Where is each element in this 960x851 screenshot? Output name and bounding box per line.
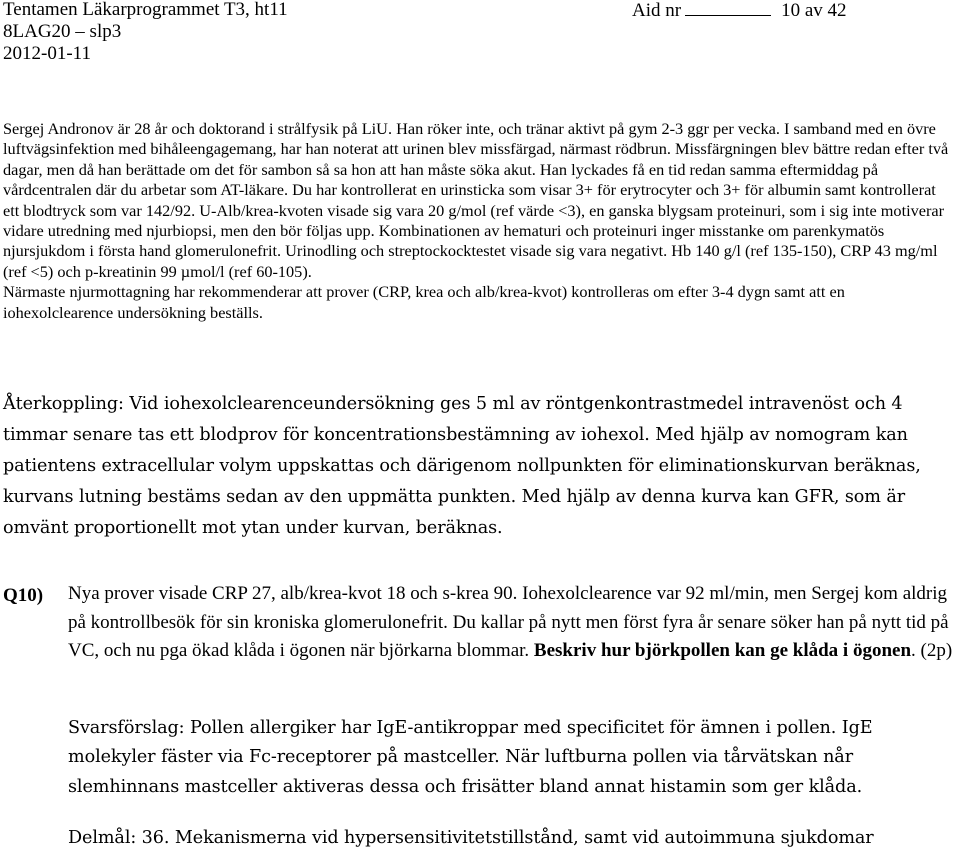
answer-section — [68, 714, 953, 802]
question-points: . (2p) — [911, 640, 953, 662]
question-label: Q10) — [3, 585, 44, 606]
case-description — [3, 119, 955, 323]
case-paragraph-referral: Närmaste njurmottagning har rekommenderar att prover (CRP, krea och alb/krea-kvot) kontrolleras om efter 3-4 dygn samt att en iohexolclearence undersökning beställs. — [3, 282, 845, 322]
course-code: 8LAG20 – slp3 — [3, 21, 122, 42]
answer-text: Svarsförslag: Pollen allergiker har IgE-antikroppar med specificitet för ämnen i pollen. IgE molekyler fäster via Fc-receptorer på mastceller. När luftburna pollen via tårvätskan når slemhinnans mastceller aktiveras dessa och frisätter bland annat histamin som ger klåda. — [68, 718, 873, 797]
exam-date: 2012-01-11 — [3, 43, 91, 64]
exam-title: Tentamen Läkarprogrammet T3, ht11 — [3, 0, 288, 20]
question-task: Beskriv hur björkpollen kan ge klåda i ögonen — [533, 640, 912, 662]
feedback-text: Återkoppling: Vid iohexolclearenceundersökning ges 5 ml av röntgenkontrastmedel intravenöst och 4 timmar senare tas ett blodprov för koncentrationsbestämning av iohexol. Med hjälp av nomogram kan patientens extracellular volym uppskattas och därigenom nollpunkten för eliminationskurvan beräknas, kurvans lutning bestäms sedan av den uppmätta punkten. Med hjälp av denna kurva kan GFR, som är omvänt proportionellt mot ytan under kurvan, beräknas. — [3, 394, 921, 538]
header-right — [632, 0, 847, 22]
question-text: Nya prover visade CRP 27, alb/krea-kvot 18 och s-krea 90. Iohexolclearence var 92 ml/min, men Sergej kom aldrig på kontrollbesök för sin kroniska glomerulonefrit. Du kallar på nytt men först fyra år senare söker han på nytt tid på VC, och nu pga ökad klåda i ögonen när björkarna blommar. — [68, 583, 949, 662]
page-number: 10 av 42 — [781, 0, 847, 21]
learning-goal: Delmål: 36. Mekanismerna vid hypersensitivitetstillstånd, samt vid autoimmuna sjukdomar — [68, 828, 874, 848]
aid-label: Aid nr — [632, 0, 682, 21]
feedback-section — [3, 389, 958, 544]
aid-number-blank — [685, 0, 771, 16]
question-body — [68, 580, 956, 666]
case-paragraph: Sergej Andronov är 28 år och doktorand i strålfysik på LiU. Han röker inte, och tränar aktivt på gym 2-3 ggr per vecka. I samband med en övre luftvägsinfektion med bihåleengagemang, har han noterat att urinen blev missfärgad, närmast rödbrun. Missfärgningen blev bättre redan efter två dagar, men då han berättade om det för sambon så sa hon att han måste söka akut. Han lyckades få en tid redan samma eftermiddag på vårdcentralen där du arbetar som AT-läkare. Du har kontrollerat en urinsticka som visar 3+ för erytrocyter och 3+ för albumin samt kontrollerat ett blodtryck som var 142/92. U-Alb/krea-kvoten visade sig vara 20 g/mol (ref värde <3), en ganska blygsam proteinuri, som i sig inte motiverar vidare utredning med njurbiopsi, men den bör följas upp. Kombinationen av hematuri och proteinuri inger misstanke om parenkymatös njursjukdom i första hand glomerulonefrit. Urinodling och streptockocktestet visade sig vara negativt. Hb 140 g/l (ref 135-150), CRP 43 mg/ml (ref <5) och p-kreatinin 99 µmol/l (ref 60-105). — [3, 119, 949, 281]
